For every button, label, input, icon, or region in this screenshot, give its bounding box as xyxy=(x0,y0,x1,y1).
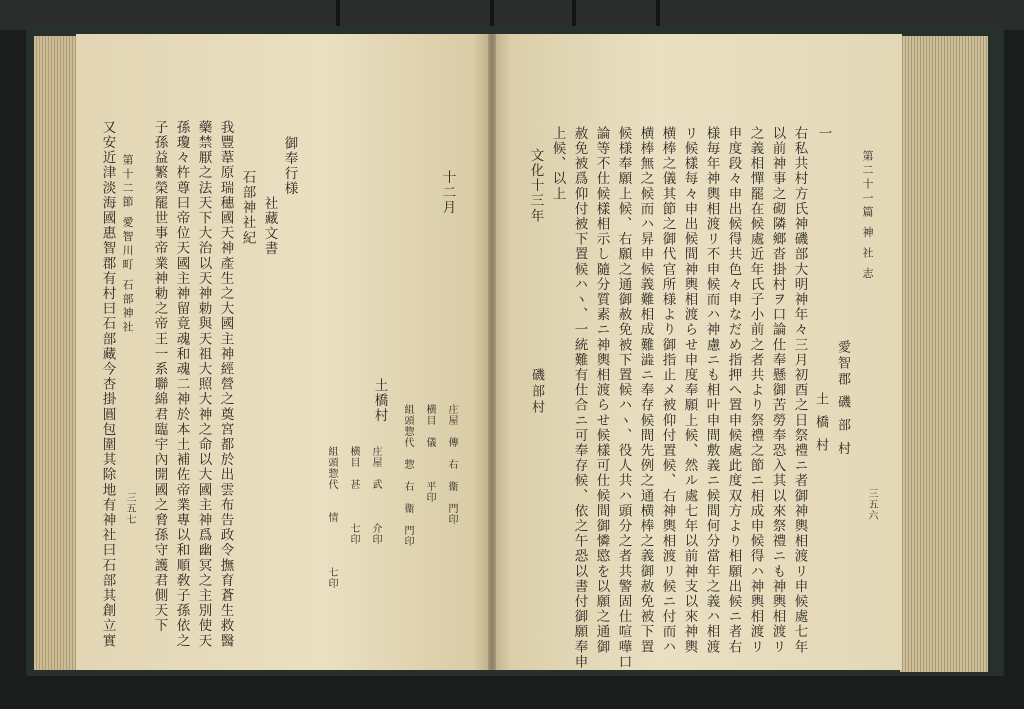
right-page-number: 三五六 xyxy=(866,488,877,521)
right-column: 横棒無之候而ハ昇申候義難相成難澁ニ奉存候間先例之通横棒之義御赦免被下置 xyxy=(637,126,654,655)
left-column: 我豐葦原瑞穗國天神產生之大國主神經營之奠宮都於出雲布告政令撫育蒼生救醫 xyxy=(217,120,234,649)
left-column: 横目 甚 七印 xyxy=(348,446,359,545)
left-column: 庄屋 傳 右 衞 門印 xyxy=(446,404,457,525)
right-column: 横棒之儀其節之御代官所様より御指止メ被仰付置候、右神輿相渡リ候ニ付而ハ xyxy=(659,126,676,655)
left-column: 横目 儀 平印 xyxy=(424,404,435,503)
left-column: 組頭惣代 惣 右 衞 門印 xyxy=(402,404,413,547)
left-page-number: 三五七 xyxy=(124,492,135,525)
right-date: 文化十三年 xyxy=(527,148,544,224)
left-page-edges xyxy=(34,36,78,670)
right-village: 磯部村 xyxy=(529,368,544,416)
left-running-head: 第十二節 愛智川町 石部神社 xyxy=(121,154,134,335)
right-column: 候様奉願上候、右願之通御赦免被下置候ハヽ、役人共ハ頭分之者共警固仕喧嘩口 xyxy=(615,126,632,670)
left-column: 孫瓊々杵尊曰帝位天國主神留竟魂和魂二神於本土補佐帝業專以和順敎子孫依之 xyxy=(173,120,190,649)
book-gutter xyxy=(488,34,496,670)
left-column: 石部神社紀 xyxy=(239,170,256,246)
left-column: 組頭惣代 情 七印 xyxy=(326,446,337,589)
left-column: 社藏文書 xyxy=(261,196,278,257)
right-column: 以前神事之砌隣鄉沓掛村ヲ口論仕奉懸御苦勞奉恐入其以來祭禮ニも神輿相渡リ xyxy=(769,126,786,655)
right-column: 論等不仕候樣相示し隨分質素ニ神輿相渡らせ候樣可仕候間御憐愍を以願之通御 xyxy=(593,126,610,655)
left-column: 御奉行様 xyxy=(281,136,298,197)
right-column: 右私共村方氏神磯部大明神年々三月初酉之日祭禮ニ者御神輿相渡リ申候處七年 xyxy=(791,126,808,655)
right-column: 様毎年神輿相渡リ不申候而ハ神慮ニも相叶申間敷義ニ候間何分當年之義ハ相渡 xyxy=(703,126,720,655)
left-column: 藥禁厭之法天下大治以天神勅與天祖大照大神之命以大國主神爲幽冥之主別使天 xyxy=(195,120,212,649)
right-column: 之義相憚罷在候處近年氏子小前之者共より祭禮之節ニ相成申候得ハ神輿相渡リ xyxy=(747,126,764,655)
right-column: 一 xyxy=(815,126,832,142)
right-running-head: 第二十一篇 神 社 志 xyxy=(861,150,874,282)
right-column: 申度段々申出候得共色々申なだめ指押へ置申候處此度双方より相願出候ニ者右 xyxy=(725,126,742,655)
left-column: 土橋村 xyxy=(371,378,388,424)
right-village-2: 土 橋 村 xyxy=(813,392,828,455)
right-column: 上候、以上 xyxy=(549,126,566,202)
left-column: 庄屋 武 介印 xyxy=(370,446,381,545)
left-column: 十二月 xyxy=(439,170,456,216)
right-column: 赦免被爲仰付被下置候ハヽ、一統難有仕合ニ可奉存候、依之午恐以書付御願奉申 xyxy=(571,126,588,670)
right-column: リ候樣每々申出候間神輿相渡らせ申度奉願上候、然ル處七年以前神支以來神輿 xyxy=(681,126,698,655)
left-column: 子孫益繁榮罷世事帝業神勅之帝王一系聯綿君臨宇內開國之脅孫守護君側天下 xyxy=(151,120,168,634)
left-page xyxy=(76,34,490,670)
right-district-village: 愛智郡 磯 部 村 xyxy=(835,340,850,458)
left-column-last: 又安近津淡海國惠智郡有村曰石部藏今杏掛圓包圍其除地有神社曰石部其創立實 xyxy=(99,120,116,649)
right-page-edges xyxy=(900,36,988,672)
